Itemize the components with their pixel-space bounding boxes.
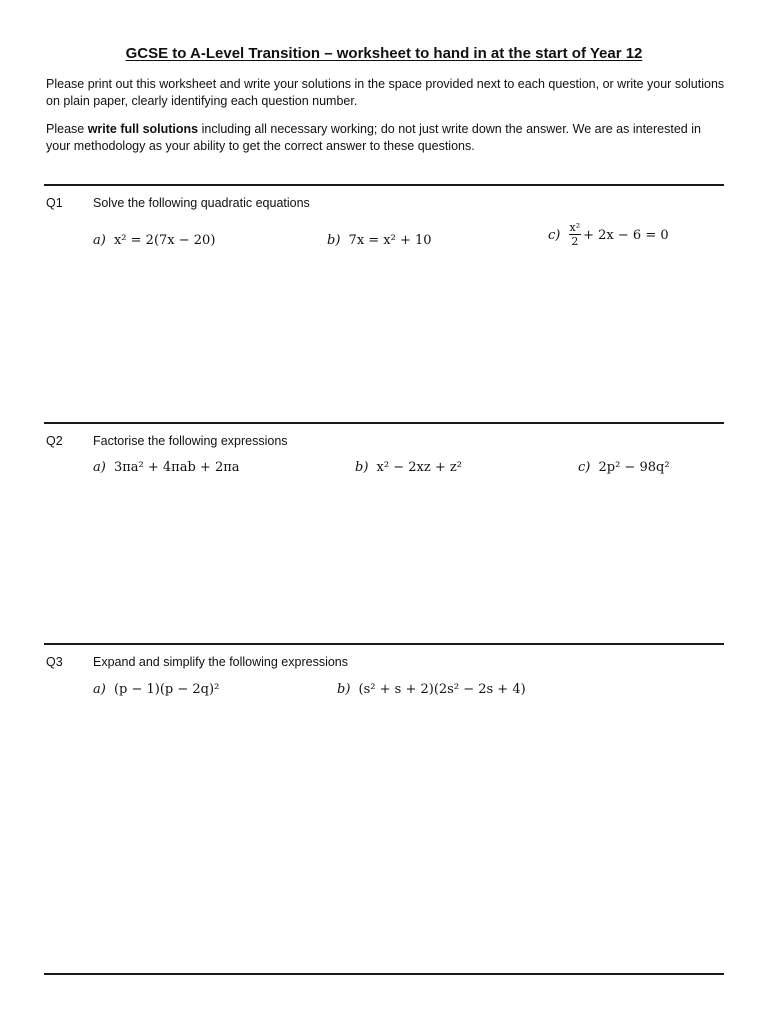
part-label: a) — [93, 682, 106, 697]
fraction-denominator: 2 — [571, 235, 579, 248]
question-3-part-a — [93, 682, 219, 697]
part-label: c) — [548, 228, 561, 243]
fraction-numerator: x² — [569, 221, 581, 234]
divider-rule — [44, 422, 724, 424]
part-expression: x² = 2(7x − 20) — [113, 233, 216, 248]
question-2-part-a — [93, 460, 240, 475]
intro-paragraph-2 — [46, 121, 726, 155]
question-2-prompt: Factorise the following expressions — [93, 434, 288, 448]
part-expression: 7x = x² + 10 — [348, 233, 432, 248]
question-1-part-c — [548, 222, 669, 249]
part-label: b) — [327, 233, 341, 248]
part-expression: 3πa² + 4πab + 2πa — [113, 460, 240, 475]
part-expression: + 2x − 6 = 0 — [583, 228, 669, 243]
worksheet-title: GCSE to A-Level Transition – worksheet to hand in at the start of Year 12 — [125, 45, 643, 62]
question-2-part-c — [578, 460, 670, 475]
part-expression: 2p² − 98q² — [598, 460, 670, 475]
part-label: c) — [578, 460, 591, 475]
part-label: b) — [337, 682, 351, 697]
divider-rule — [44, 973, 724, 975]
intro-paragraph-1: Please print out this worksheet and write your solutions in the space provided next to each question, or write your solutions on plain paper, clearly identifying each question number. — [46, 77, 725, 108]
part-expression: (s² + s + 2)(2s² − 2s + 4) — [358, 682, 526, 697]
question-2-number: Q2 — [46, 434, 63, 448]
question-3-number: Q3 — [46, 655, 63, 669]
question-3-prompt: Expand and simplify the following expressions — [93, 655, 348, 669]
question-3-part-b — [337, 682, 526, 697]
question-1-part-b — [327, 233, 432, 248]
part-label: a) — [93, 460, 106, 475]
question-2-part-b — [355, 460, 462, 475]
fraction — [569, 221, 582, 248]
part-label: a) — [93, 233, 106, 248]
divider-rule — [44, 184, 724, 186]
part-expression: x² − 2xz + z² — [376, 460, 462, 475]
question-1-number: Q1 — [46, 196, 63, 210]
part-expression: (p − 1)(p − 2q)² — [113, 682, 220, 697]
intro-paragraph-2-start: Please — [46, 122, 88, 136]
intro-paragraph-2-emphasis: write full solutions — [87, 122, 199, 136]
part-label: b) — [355, 460, 369, 475]
intro-paragraph-2-end: including all necessary working; do not just write down the answer. We are as interested in your methodology as your ability to get the correct answer to these questions. — [46, 122, 701, 153]
divider-rule — [44, 643, 724, 645]
question-1-part-a — [93, 233, 215, 248]
question-1-prompt: Solve the following quadratic equations — [93, 196, 310, 210]
